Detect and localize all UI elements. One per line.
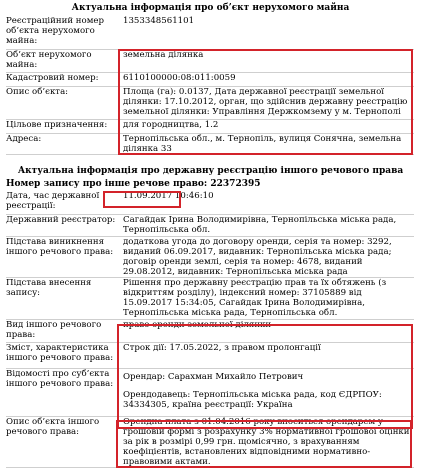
right-object-description-value: Орендна плата з 01.04.2016 року вноситься орендарем у грошовій формі з розрахунку 3% нормативної грошової оцінки за рік в розмірі 0,99 грн. щомісячно, з врахуванням коефіцієнтів, встановлених відповідними нормативно-правовими актами. bbox=[121, 416, 414, 467]
designated-purpose-value: для городництва, 1.2 bbox=[121, 119, 414, 133]
row-label: Реєстраційний номер об’єкта нерухомого майна: bbox=[6, 16, 121, 49]
section1-title: Актуальна інформація про об’єкт нерухомого майна bbox=[71, 3, 350, 13]
table-row bbox=[6, 16, 414, 49]
row-label: Об’єкт нерухомого майна: bbox=[6, 49, 121, 72]
section2-title: Актуальна інформація про державну реєстрацію іншого речового права bbox=[17, 166, 404, 176]
table-row bbox=[6, 191, 414, 214]
row-label: Відомості про суб’єкта іншого речового права: bbox=[6, 368, 121, 416]
address-value: Тернопільська обл., м. Тернопіль, вулиця Сонячна, земельна ділянка 33 bbox=[121, 133, 414, 154]
object-description-value: Площа (га): 0.0137, Дата державної реєстрації земельної ділянки: 17.10.2012, орган, що здійснив державну реєстрацію земельної ділянки: Управління Держкомзему у м. Тернополі bbox=[121, 86, 414, 119]
registration-number-value: 1353348561101 bbox=[121, 16, 414, 49]
row-label: Вид іншого речового права: bbox=[6, 319, 121, 342]
record-number: Номер запису про інше речове право: 22372395 bbox=[6, 179, 261, 189]
highlight-box-object bbox=[118, 49, 413, 155]
highlight-box-right bbox=[117, 324, 413, 429]
highlight-box-rent bbox=[116, 420, 412, 468]
property-object-value: земельна ділянка bbox=[121, 49, 414, 72]
row-label: Кадастровий номер: bbox=[6, 72, 121, 86]
row-label: Підстава виникнення іншого речового права: bbox=[6, 236, 121, 277]
state-registrar-value: Сагайдак Ірина Володимирівна, Тернопільська міська рада, Тернопільська обл. bbox=[121, 214, 414, 236]
lessor-text: Орендодавець: Тернопільська міська рада, код ЄДРПОУ: 34334305, країна реєстрації: Україна bbox=[123, 389, 382, 410]
highlight-box-date bbox=[103, 191, 181, 208]
row-label: Зміст, характеристика іншого речового права: bbox=[6, 342, 121, 368]
row-label: Підстава внесення запису: bbox=[6, 277, 121, 319]
entry-basis-value: Рішення про державну реєстрацію прав та їх обтяжень (з відкриттям розділу), індексний номер: 37105889 від 15.09.2017 15:34:05, Сагайдак Ірина Володимирівна, Тернопільська міська рада, Тернопільська обл. bbox=[121, 277, 414, 319]
row-label: Адреса: bbox=[6, 133, 121, 154]
row-label: Опис об’єкта: bbox=[6, 86, 121, 119]
right-type-value: право оренди земельної ділянки bbox=[121, 319, 414, 342]
row-label: Державний реєстратор: bbox=[6, 214, 121, 236]
right-basis-value: додаткова угода до договору оренди, серія та номер: 3292, виданий 06.09.2017, видавник: Тернопільська міська рада; договір оренди землі, серія та номер: 4678, виданий 29.08.2012, видавник: Тернопільська міська рада bbox=[121, 236, 414, 277]
registration-datetime-value: 11.09.2017 10:46:10 bbox=[121, 191, 414, 214]
row-label: Дата, час державної реєстрації: bbox=[6, 191, 121, 214]
table-row bbox=[6, 214, 414, 236]
right-content-value: Строк дії: 17.05.2022, з правом пролонгації bbox=[121, 342, 414, 368]
table-row bbox=[6, 236, 414, 277]
row-label: Цільове призначення: bbox=[6, 119, 121, 133]
row-label: Опис об’єкта іншого речового права: bbox=[6, 416, 121, 467]
lessee-text: Орендар: Сарахман Михайло Петрович bbox=[123, 371, 304, 382]
table-row bbox=[6, 277, 414, 319]
cadastral-number-value: 6110100000:08:011:0059 bbox=[121, 72, 414, 86]
